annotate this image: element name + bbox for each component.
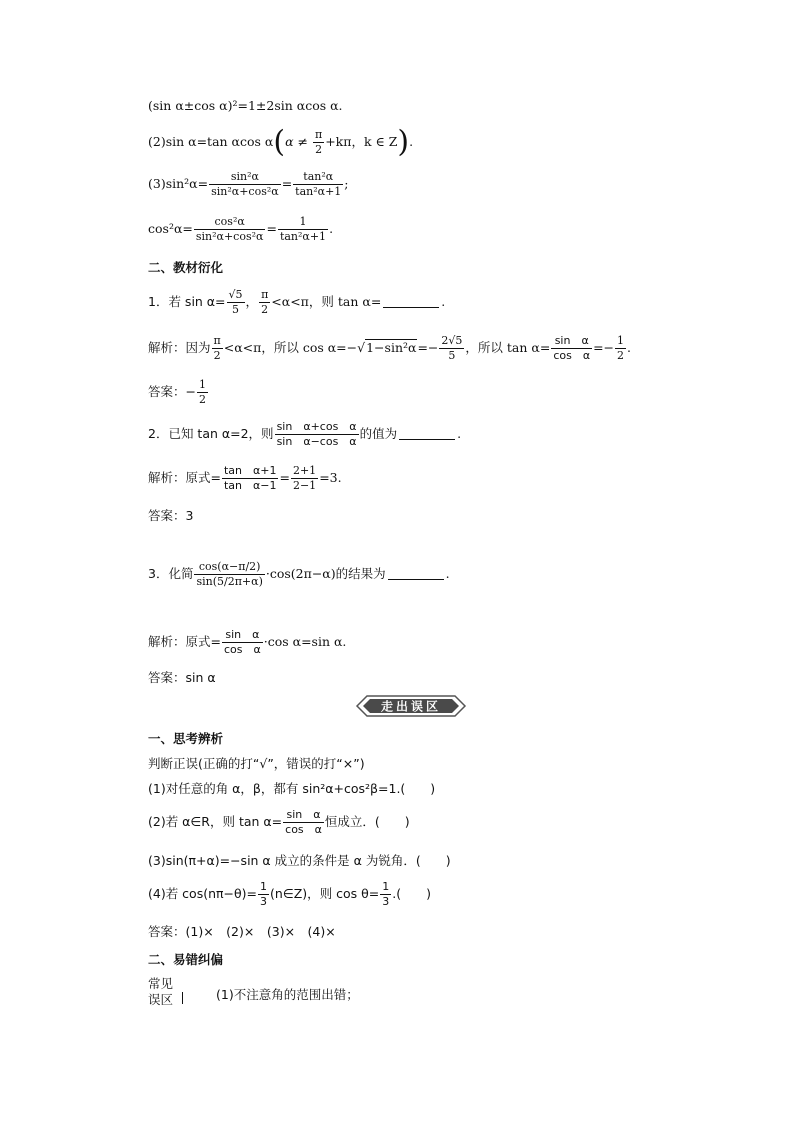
judge-instruction: 判断正误(正确的打“√”，错误的打“×”) bbox=[148, 756, 365, 771]
section-heading-think: 一、思考辨析 bbox=[148, 731, 224, 746]
question-3: 3．化简 $\frac{\cos(\alpha-\pi/2)}{\sin(5/2\pi+\alpha)}$ ·cos(2π−α)的结果为 . bbox=[148, 560, 450, 588]
identity-line-2: (2)sin α=tan αcos α(α ≠ $\frac{\pi}{2}$ +kπ，k ∈ Z). bbox=[148, 124, 414, 160]
solution-2: 解析：原式= $\frac{\text{tan α+1}}{\text{tan α−1}}$ = $\frac{2+1}{2-1}$ =3. bbox=[148, 464, 342, 492]
judge-item-4: (4)若 cos(nπ−θ)= $\frac{1}{3}$ (n∈Z)，则 cos θ= $\frac{1}{3}$ .( ) bbox=[148, 880, 431, 908]
identity-line-4: cos²α= $\frac{\text{cos²α}}{\text{sin²α+cos²α}}$ = $\frac{1}{\text{tan²α+1}}$ . bbox=[148, 215, 334, 243]
identity-line-3: (3)sin²α= $\frac{\text{sin²α}}{\text{sin²α+cos²α}}$ = $\frac{\text{tan²α}}{\text{tan²α+1}}$ ; bbox=[148, 170, 349, 198]
bracket-divider bbox=[182, 992, 183, 1004]
section-heading-textbook: 二、教材衍化 bbox=[148, 260, 224, 275]
section-banner bbox=[355, 694, 467, 718]
common-error-item-1: (1)不注意角的范围出错； bbox=[216, 987, 359, 1002]
answer-2: 答案：3 bbox=[148, 508, 194, 523]
banner-frame-icon bbox=[355, 694, 467, 718]
common-errors-label: 常见 误区 bbox=[148, 976, 174, 1008]
judge-item-2: (2)若 α∈R，则 tan α= $\frac{\text{sin α}}{\text{cos α}}$ 恒成立．( ) bbox=[148, 808, 410, 836]
question-2: 2．已知 tan α=2，则 $\frac{\text{sin α+cos α}}{\text{sin α−cos α}}$ 的值为 . bbox=[148, 420, 462, 448]
answer-blank bbox=[388, 569, 444, 580]
judge-item-3: (3)sin(π+α)=−sin α 成立的条件是 α 为锐角．( ) bbox=[148, 853, 451, 868]
solution-1: 解析：因为 $\frac{\pi}{2}$ <α<π，所以 cos α=−√1−sin²α=− $\frac{2√5}{5}$ ，所以 tan α= $\frac{\text{sin α}}{\text{cos α}}$ =− $\frac{1}{2}$ . bbox=[148, 334, 632, 362]
question-1: 1．若 sin α= $\frac{√5}{5}$ ， $\frac{\pi}{2}$ <α<π，则 tan α= . bbox=[148, 288, 446, 316]
judge-item-1: (1)对任意的角 α，β，都有 sin²α+cos²β=1.( ) bbox=[148, 781, 436, 796]
banner-text: 走出误区 bbox=[380, 699, 442, 714]
answer-blank bbox=[383, 297, 439, 308]
answer-3: 答案：sin α bbox=[148, 670, 216, 685]
sqrt-symbol: √ bbox=[357, 339, 366, 355]
solution-3: 解析：原式= $\frac{\text{sin α}}{\text{cos α}}$ ·cos α=sin α. bbox=[148, 628, 347, 656]
judge-answers: 答案：(1)× (2)× (3)× (4)× bbox=[148, 924, 336, 939]
section-heading-errors: 二、易错纠偏 bbox=[148, 952, 224, 967]
answer-1: 答案：− $\frac{1}{2}$ bbox=[148, 378, 206, 406]
identity-line-1: (sin α±cos α)²=1±2sin αcos α. bbox=[148, 98, 343, 113]
answer-blank bbox=[399, 429, 455, 440]
